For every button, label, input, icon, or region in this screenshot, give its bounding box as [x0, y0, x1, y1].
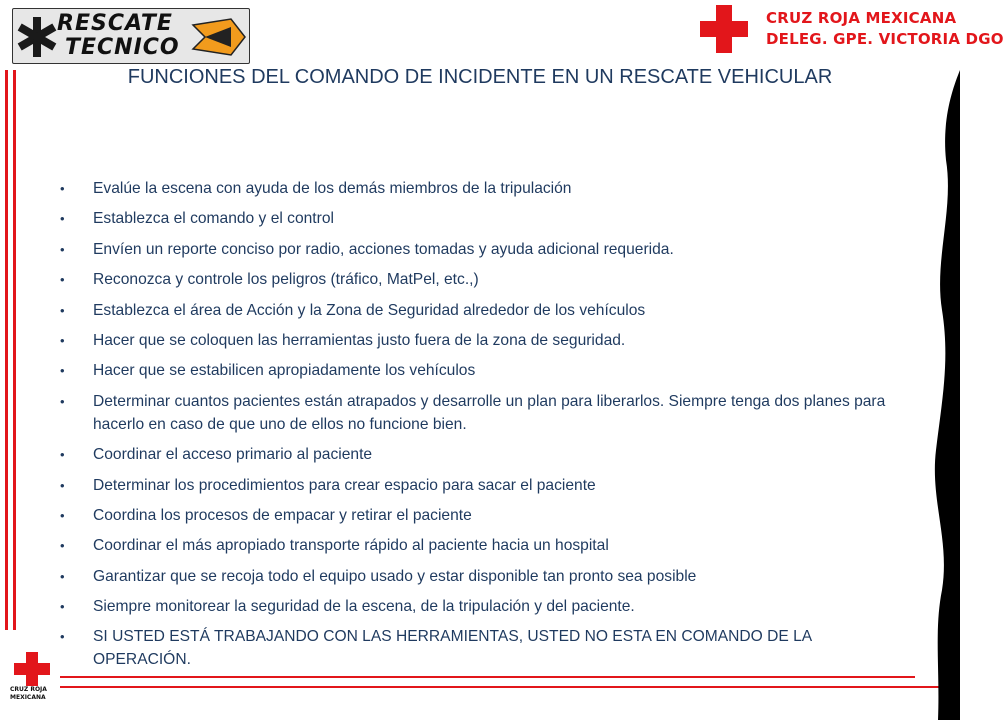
- left-red-stripe-inner: [13, 70, 16, 630]
- bullet-icon: •: [60, 302, 65, 318]
- bullet-icon: •: [60, 332, 65, 348]
- list-item-text: Coordina los procesos de empacar y retirar el paciente: [93, 506, 472, 524]
- list-item: [60, 177, 910, 200]
- list-item-text: Determinar cuantos pacientes están atrapados y desarrolle un plan para liberarlos. Siempre tenga dos planes para hacerlo en caso de que uno de ellos no funcione bien.: [93, 392, 886, 433]
- list-item-text: Establezca el área de Acción y la Zona de Seguridad alrededor de los vehículos: [93, 301, 646, 319]
- bullet-icon: •: [60, 538, 65, 554]
- list-item: [60, 565, 910, 588]
- cruz-roja-caption: [766, 8, 1004, 50]
- bottom-red-line-lower: [60, 686, 960, 688]
- list-item-text: Hacer que se estabilicen apropiadamente los vehículos: [93, 362, 476, 380]
- list-item-text: Reconozca y controle los peligros (tráfico, MatPel, etc.,): [93, 271, 479, 289]
- silhouette-shape: [920, 70, 960, 720]
- list-item: [60, 504, 910, 527]
- small-red-cross-icon: [14, 652, 50, 686]
- list-item: [60, 268, 910, 291]
- list-item-text: Establezca el comando y el control: [93, 210, 334, 228]
- left-red-stripe: [5, 70, 8, 630]
- list-item: [60, 595, 910, 618]
- red-cross-icon: [700, 5, 748, 53]
- list-item-text: Envíen un reporte conciso por radio, acciones tomadas y ayuda adicional requerida.: [93, 240, 674, 258]
- bullet-icon: •: [60, 393, 65, 409]
- list-item-text: Garantizar que se recoja todo el equipo usado y estar disponible tan pronto sea posible: [93, 567, 697, 585]
- bullet-icon: •: [60, 477, 65, 493]
- delegation-name: DELEG. GPE. VICTORIA DGO: [766, 30, 1004, 48]
- bullet-icon: •: [60, 629, 65, 645]
- logo-word-tecnico: TECNICO: [65, 35, 180, 60]
- small-logo-caption: [10, 686, 47, 702]
- list-item-text: Coordinar el acceso primario al paciente: [93, 446, 373, 464]
- page-title: FUNCIONES DEL COMANDO DE INCIDENTE EN UN RESCATE VEHICULAR: [127, 66, 833, 88]
- list-item: [60, 359, 910, 382]
- list-item: [60, 299, 910, 322]
- bullet-icon: •: [60, 272, 65, 288]
- bullet-icon: •: [60, 363, 65, 379]
- list-item-text: Determinar los procedimientos para crear espacio para sacar el paciente: [93, 476, 596, 494]
- list-item-text: SI USTED ESTÁ TRABAJANDO CON LAS HERRAMIENTAS, USTED NO ESTA EN COMANDO DE LA OPERACIÓN.: [93, 628, 812, 669]
- bullet-icon: •: [60, 568, 65, 584]
- bullet-icon: •: [60, 447, 65, 463]
- bullet-icon: •: [60, 211, 65, 227]
- rescate-tecnico-logo: [12, 8, 250, 64]
- functions-list: [60, 177, 910, 679]
- list-item: [60, 390, 910, 436]
- cruz-roja-name: CRUZ ROJA MEXICANA: [766, 9, 957, 27]
- list-item-text: Hacer que se coloquen las herramientas justo fuera de la zona de seguridad.: [93, 331, 626, 349]
- list-item: [60, 625, 910, 671]
- list-item: [60, 474, 910, 497]
- bullet-icon: •: [60, 599, 65, 615]
- star-of-life-icon: [17, 15, 57, 59]
- list-item: [60, 534, 910, 557]
- bullet-icon: •: [60, 181, 65, 196]
- list-item: [60, 329, 910, 352]
- list-item: [60, 238, 910, 261]
- bullet-icon: •: [60, 241, 65, 257]
- list-item: [60, 207, 910, 230]
- list-item-text: Coordinar el más apropiado transporte rápido al paciente hacia un hospital: [93, 537, 609, 555]
- small-logo-line1: CRUZ ROJA: [10, 686, 47, 693]
- small-logo-line2: MEXICANA: [10, 694, 46, 701]
- logo-word-rescate: RESCATE: [57, 11, 173, 36]
- list-item: [60, 443, 910, 466]
- list-item-text: Evalúe la escena con ayuda de los demás miembros de la tripulación: [93, 180, 572, 197]
- bullet-icon: •: [60, 507, 65, 523]
- tool-arrow-icon: [191, 15, 247, 59]
- list-item-text: Siempre monitorear la seguridad de la escena, de la tripulación y del paciente.: [93, 598, 635, 616]
